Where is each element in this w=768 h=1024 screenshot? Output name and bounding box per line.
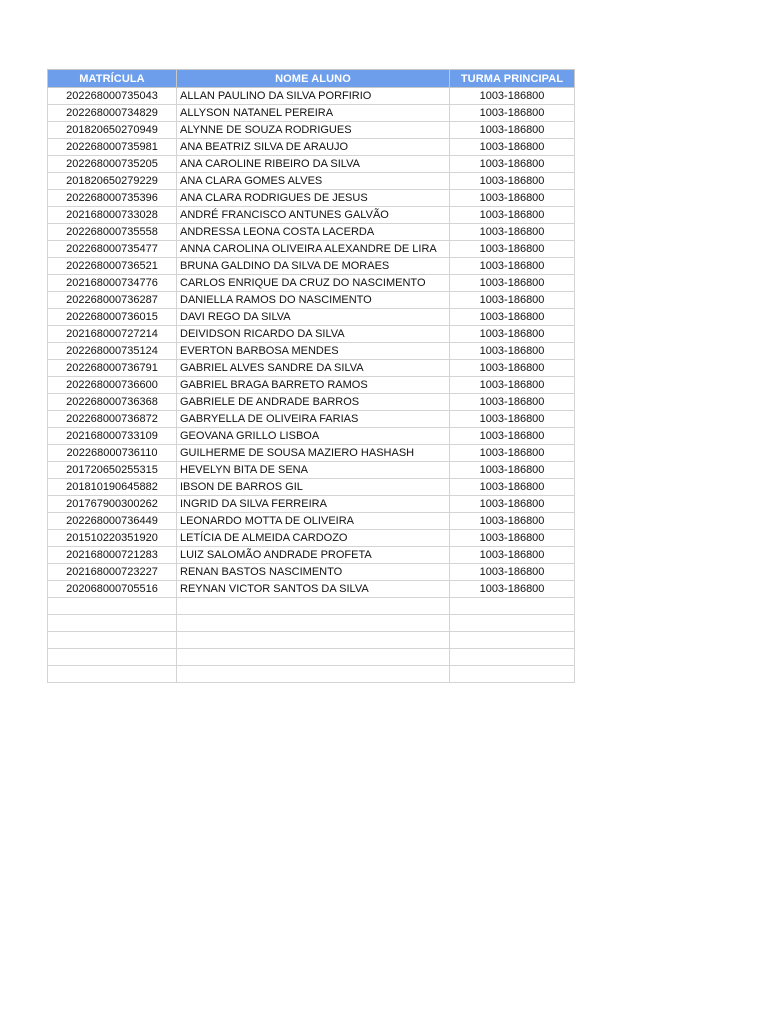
cell-matricula: 202168000734776 (48, 275, 177, 292)
cell-turma-principal: 1003-186800 (450, 173, 575, 190)
table-row (48, 360, 575, 377)
cell-turma-principal: 1003-186800 (450, 258, 575, 275)
student-table (47, 69, 575, 683)
cell-nome-aluno: DAVI REGO DA SILVA (177, 309, 450, 326)
cell-matricula: 202268000735981 (48, 139, 177, 156)
cell-matricula: 201510220351920 (48, 530, 177, 547)
cell-matricula: 202268000735477 (48, 241, 177, 258)
table-row (48, 564, 575, 581)
cell-nome-aluno: HEVELYN BITA DE SENA (177, 462, 450, 479)
cell-nome-aluno: GEOVANA GRILLO LISBOA (177, 428, 450, 445)
cell-matricula: 202268000736791 (48, 360, 177, 377)
cell-matricula (48, 598, 177, 615)
cell-turma-principal: 1003-186800 (450, 343, 575, 360)
cell-nome-aluno: ALYNNE DE SOUZA RODRIGUES (177, 122, 450, 139)
table-row (48, 479, 575, 496)
column-header-turma-principal: TURMA PRINCIPAL (450, 70, 575, 88)
cell-nome-aluno: INGRID DA SILVA FERREIRA (177, 496, 450, 513)
cell-turma-principal: 1003-186800 (450, 394, 575, 411)
cell-turma-principal: 1003-186800 (450, 207, 575, 224)
cell-matricula: 202168000723227 (48, 564, 177, 581)
cell-matricula: 202268000735205 (48, 156, 177, 173)
table-row (48, 343, 575, 360)
cell-nome-aluno: REYNAN VICTOR SANTOS DA SILVA (177, 581, 450, 598)
cell-turma-principal: 1003-186800 (450, 241, 575, 258)
table-body (48, 88, 575, 683)
student-list-sheet (47, 69, 574, 683)
cell-nome-aluno: RENAN BASTOS NASCIMENTO (177, 564, 450, 581)
cell-nome-aluno: LUIZ SALOMÃO ANDRADE PROFETA (177, 547, 450, 564)
table-row (48, 666, 575, 683)
cell-turma-principal: 1003-186800 (450, 105, 575, 122)
table-row (48, 530, 575, 547)
table-row (48, 258, 575, 275)
cell-matricula: 201820650279229 (48, 173, 177, 190)
column-header-matricula: MATRÍCULA (48, 70, 177, 88)
table-row (48, 581, 575, 598)
cell-nome-aluno: EVERTON BARBOSA MENDES (177, 343, 450, 360)
cell-turma-principal: 1003-186800 (450, 139, 575, 156)
cell-turma-principal: 1003-186800 (450, 530, 575, 547)
table-row (48, 513, 575, 530)
cell-nome-aluno: ANA CAROLINE RIBEIRO DA SILVA (177, 156, 450, 173)
cell-nome-aluno: BRUNA GALDINO DA SILVA DE MORAES (177, 258, 450, 275)
cell-turma-principal (450, 615, 575, 632)
cell-turma-principal: 1003-186800 (450, 224, 575, 241)
cell-matricula (48, 666, 177, 683)
cell-nome-aluno (177, 598, 450, 615)
cell-matricula: 202268000736015 (48, 309, 177, 326)
cell-matricula: 202268000735124 (48, 343, 177, 360)
table-row (48, 275, 575, 292)
table-row (48, 445, 575, 462)
table-row (48, 649, 575, 666)
cell-nome-aluno: ALLYSON NATANEL PEREIRA (177, 105, 450, 122)
cell-matricula: 202268000736521 (48, 258, 177, 275)
cell-turma-principal: 1003-186800 (450, 411, 575, 428)
cell-turma-principal: 1003-186800 (450, 88, 575, 105)
cell-nome-aluno: ANDRÉ FRANCISCO ANTUNES GALVÃO (177, 207, 450, 224)
cell-matricula: 202268000736110 (48, 445, 177, 462)
cell-nome-aluno: GUILHERME DE SOUSA MAZIERO HASHASH (177, 445, 450, 462)
table-row (48, 428, 575, 445)
cell-matricula: 202268000736449 (48, 513, 177, 530)
cell-matricula: 202068000705516 (48, 581, 177, 598)
cell-turma-principal (450, 598, 575, 615)
cell-turma-principal: 1003-186800 (450, 360, 575, 377)
cell-turma-principal (450, 632, 575, 649)
cell-matricula: 202168000721283 (48, 547, 177, 564)
table-row (48, 615, 575, 632)
cell-nome-aluno: ALLAN PAULINO DA SILVA PORFIRIO (177, 88, 450, 105)
table-row (48, 139, 575, 156)
cell-matricula: 202268000735396 (48, 190, 177, 207)
cell-nome-aluno: GABRYELLA DE OLIVEIRA FARIAS (177, 411, 450, 428)
table-row (48, 241, 575, 258)
cell-matricula (48, 615, 177, 632)
cell-turma-principal: 1003-186800 (450, 326, 575, 343)
table-row (48, 156, 575, 173)
cell-nome-aluno: LETÍCIA DE ALMEIDA CARDOZO (177, 530, 450, 547)
cell-nome-aluno: DEIVIDSON RICARDO DA SILVA (177, 326, 450, 343)
cell-turma-principal: 1003-186800 (450, 564, 575, 581)
cell-turma-principal: 1003-186800 (450, 377, 575, 394)
cell-matricula: 202268000736368 (48, 394, 177, 411)
table-row (48, 88, 575, 105)
cell-nome-aluno: GABRIELE DE ANDRADE BARROS (177, 394, 450, 411)
cell-turma-principal (450, 666, 575, 683)
table-row (48, 122, 575, 139)
table-row (48, 326, 575, 343)
cell-matricula: 201720650255315 (48, 462, 177, 479)
cell-turma-principal: 1003-186800 (450, 156, 575, 173)
cell-matricula: 201820650270949 (48, 122, 177, 139)
cell-turma-principal: 1003-186800 (450, 547, 575, 564)
cell-turma-principal: 1003-186800 (450, 445, 575, 462)
table-row (48, 377, 575, 394)
table-row (48, 547, 575, 564)
cell-nome-aluno: ANNA CAROLINA OLIVEIRA ALEXANDRE DE LIRA (177, 241, 450, 258)
cell-turma-principal: 1003-186800 (450, 309, 575, 326)
cell-matricula (48, 632, 177, 649)
table-row (48, 207, 575, 224)
cell-nome-aluno: CARLOS ENRIQUE DA CRUZ DO NASCIMENTO (177, 275, 450, 292)
cell-turma-principal: 1003-186800 (450, 122, 575, 139)
cell-nome-aluno (177, 615, 450, 632)
cell-turma-principal: 1003-186800 (450, 292, 575, 309)
cell-turma-principal (450, 649, 575, 666)
table-row (48, 224, 575, 241)
cell-nome-aluno: GABRIEL ALVES SANDRE DA SILVA (177, 360, 450, 377)
cell-turma-principal: 1003-186800 (450, 190, 575, 207)
cell-matricula: 202268000736872 (48, 411, 177, 428)
cell-nome-aluno (177, 632, 450, 649)
cell-nome-aluno: GABRIEL BRAGA BARRETO RAMOS (177, 377, 450, 394)
table-row (48, 394, 575, 411)
cell-nome-aluno: IBSON DE BARROS GIL (177, 479, 450, 496)
cell-nome-aluno: ANA CLARA RODRIGUES DE JESUS (177, 190, 450, 207)
table-row (48, 292, 575, 309)
cell-matricula: 201767900300262 (48, 496, 177, 513)
cell-nome-aluno: ANA BEATRIZ SILVA DE ARAUJO (177, 139, 450, 156)
table-row (48, 105, 575, 122)
table-row (48, 411, 575, 428)
table-row (48, 598, 575, 615)
cell-matricula: 202168000727214 (48, 326, 177, 343)
cell-matricula: 202168000733028 (48, 207, 177, 224)
cell-matricula: 202268000735558 (48, 224, 177, 241)
table-row (48, 190, 575, 207)
cell-nome-aluno (177, 649, 450, 666)
cell-nome-aluno: ANDRESSA LEONA COSTA LACERDA (177, 224, 450, 241)
cell-nome-aluno: DANIELLA RAMOS DO NASCIMENTO (177, 292, 450, 309)
cell-turma-principal: 1003-186800 (450, 428, 575, 445)
cell-matricula: 202268000736287 (48, 292, 177, 309)
cell-turma-principal: 1003-186800 (450, 462, 575, 479)
column-header-nome-aluno: NOME ALUNO (177, 70, 450, 88)
cell-matricula: 202268000735043 (48, 88, 177, 105)
cell-nome-aluno: ANA CLARA GOMES ALVES (177, 173, 450, 190)
cell-matricula: 202168000733109 (48, 428, 177, 445)
table-row (48, 462, 575, 479)
cell-matricula: 202268000736600 (48, 377, 177, 394)
table-row (48, 309, 575, 326)
table-row (48, 173, 575, 190)
cell-turma-principal: 1003-186800 (450, 496, 575, 513)
cell-turma-principal: 1003-186800 (450, 479, 575, 496)
cell-matricula (48, 649, 177, 666)
cell-nome-aluno (177, 666, 450, 683)
header-row (48, 70, 575, 88)
table-row (48, 496, 575, 513)
cell-turma-principal: 1003-186800 (450, 513, 575, 530)
cell-turma-principal: 1003-186800 (450, 581, 575, 598)
cell-matricula: 202268000734829 (48, 105, 177, 122)
cell-matricula: 201810190645882 (48, 479, 177, 496)
cell-turma-principal: 1003-186800 (450, 275, 575, 292)
cell-nome-aluno: LEONARDO MOTTA DE OLIVEIRA (177, 513, 450, 530)
table-row (48, 632, 575, 649)
